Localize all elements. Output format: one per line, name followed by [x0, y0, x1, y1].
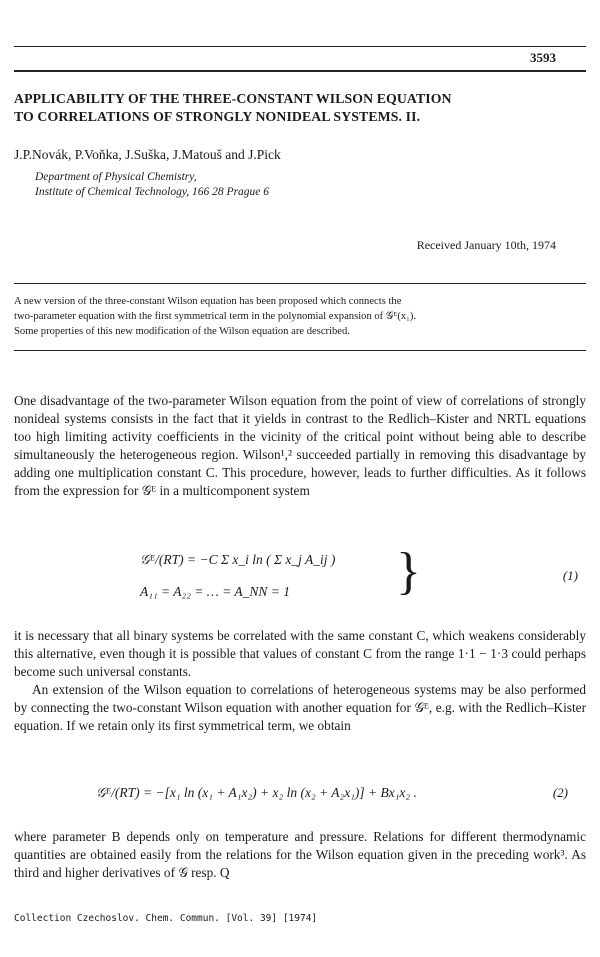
equation-1-line-2: A₁₁ = A₂₂ = … = A_NN = 1 — [140, 584, 290, 599]
article-title — [14, 90, 586, 126]
top-rule — [14, 46, 586, 47]
equation-1 — [140, 540, 590, 610]
second-paragraph — [14, 627, 586, 735]
title-line-1: APPLICABILITY OF THE THREE-CONSTANT WILSON EQUATION — [14, 91, 452, 106]
page-number: 3593 — [530, 50, 556, 65]
abstract-bottom-rule — [14, 350, 586, 351]
title-line-2: TO CORRELATIONS OF STRONGLY NONIDEAL SYSTEMS. II. — [14, 109, 421, 124]
equation-1-brace: } — [396, 543, 421, 600]
header-rule — [14, 70, 586, 72]
third-paragraph: where parameter B depends only on temperature and pressure. Relations for different thermodynamic quantities are obtained easily from the relations for the Wilson equation given in the preceding work³. As third and higher derivatives of 𝒢 resp. Q — [14, 829, 586, 880]
journal-footer: Collection Czechoslov. Chem. Commun. [Vol. 39] [1974] — [14, 913, 318, 924]
abstract-line-1: A new version of the three-constant Wilson equation has been proposed which connects the — [14, 296, 402, 307]
abstract-line-3: Some properties of this new modification of the Wilson equation are described. — [14, 326, 350, 337]
equation-1-line-1: 𝒢ᴱ/(RT) = −C Σ x_i ln ( Σ x_j A_ij ) — [140, 552, 336, 567]
equation-2-number: (2) — [552, 785, 568, 800]
affiliation-line-2: Institute of Chemical Technology, 166 28 Prague 6 — [35, 186, 270, 198]
affiliation-line-1: Department of Physical Chemistry, — [35, 171, 197, 183]
abstract-line-2: two-parameter equation with the first symmetrical term in the polynomial expansion of 𝒢ᴱ(x₁). — [14, 311, 417, 322]
paragraph-2a: it is necessary that all binary systems be correlated with the same constant C, which weakens considerably this alternative, even though it is possible that values of constant C from the range 1·1 − 1·3 could perhaps become such universal constants. — [14, 628, 586, 679]
equation-1-number: (1) — [562, 568, 578, 583]
abstract-top-rule — [14, 283, 586, 284]
received-date: Received January 10th, 1974 — [416, 238, 556, 252]
intro-paragraph: One disadvantage of the two-parameter Wilson equation from the point of view of correlations of strongly nonideal systems consists in the fact that it yields in contrast to the Redlich–Kister and NRTL equations too high limiting activity coefficients in the vicinity of the critical point without being able to describe simultaneously the heterogeneous region. Wilson¹,² succeeded partially in removing this disadvantage by adding one multiplication constant C. This procedure, however, leads to further difficulties. As it follows from the expression for 𝒢ᴱ in a multicomponent system — [14, 393, 586, 498]
paragraph-2b: An extension of the Wilson equation to correlations of heterogeneous systems may be also performed by connecting the two-constant Wilson equation with another equation for 𝒢ᴱ, e.g. with the Redlich–Kister equation. If we retain only its first symmetrical term, we obtain — [14, 682, 586, 733]
author-list: J.P.Novák, P.Voňka, J.Suška, J.Matouš and J.Pick — [14, 147, 281, 162]
equation-2: 𝒢ᴱ/(RT) = −[x₁ ln (x₁ + A₁x₂) + x₂ ln (x₂ + A₂x₁)] + Bx₁x₂ . — [96, 785, 417, 800]
affiliation — [35, 170, 269, 200]
abstract — [14, 294, 586, 339]
